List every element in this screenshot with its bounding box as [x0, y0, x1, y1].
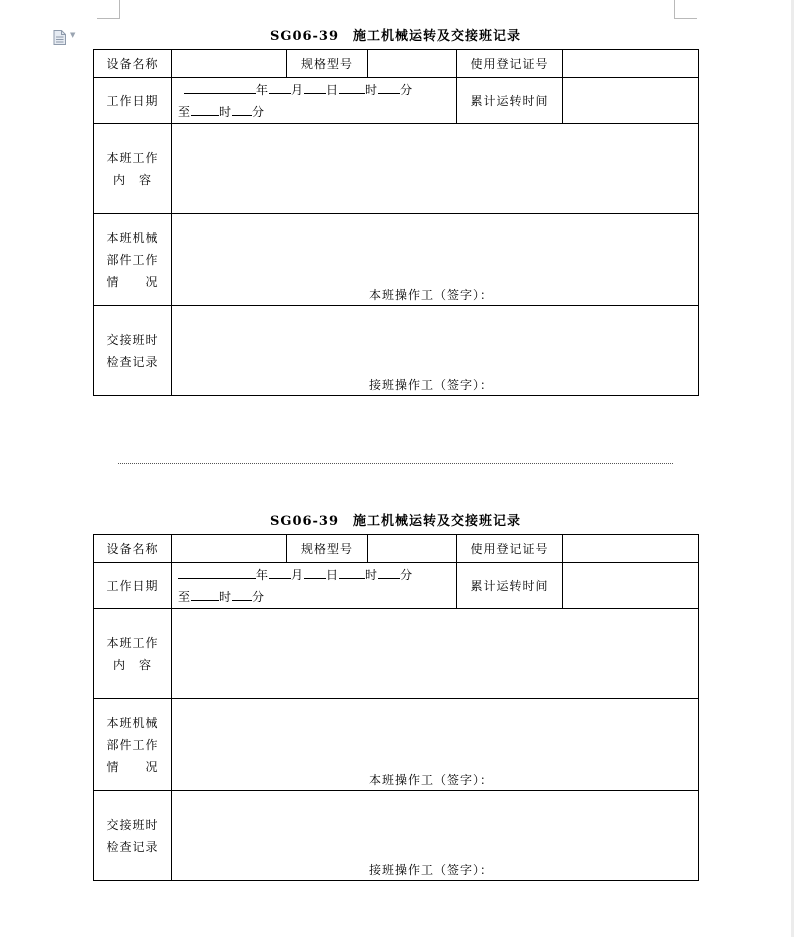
month-blank[interactable] [269, 566, 291, 579]
year-blank[interactable] [178, 566, 256, 579]
equipment-name-label: 设备名称 [94, 50, 172, 78]
parts-label-line3: 情 况 [106, 274, 159, 289]
cumulative-runtime-label: 累计运转时间 [457, 78, 563, 124]
record-form-2 [93, 514, 698, 881]
spec-model-label: 规格型号 [287, 50, 368, 78]
page-break-line [118, 463, 673, 464]
parts-status-field[interactable] [172, 214, 699, 306]
year-label: 年 [256, 82, 270, 97]
registration-no-field[interactable] [563, 535, 699, 563]
document-icon[interactable] [53, 30, 66, 45]
operator-sign-label: 本班操作工（签字）： [369, 288, 494, 302]
month-label: 月 [291, 567, 305, 582]
handover-check-field[interactable] [172, 306, 699, 396]
equipment-name-field[interactable] [172, 50, 287, 78]
record-table [93, 49, 699, 396]
handover-check-label [94, 306, 172, 396]
parts-status-label [94, 699, 172, 791]
next-operator-sign-label: 接班操作工（签字）： [369, 863, 494, 877]
shift-work-label-line1: 本班工作 [106, 635, 159, 650]
parts-label-line2: 部件工作 [106, 737, 159, 752]
minute-blank[interactable] [378, 566, 400, 579]
minute-blank[interactable] [378, 81, 400, 94]
shift-work-label-line2: 内 容 [112, 172, 152, 187]
registration-no-label: 使用登记证号 [457, 535, 563, 563]
cumulative-runtime-field[interactable] [563, 563, 699, 609]
shift-work-label [94, 609, 172, 699]
day-label: 日 [326, 567, 340, 582]
hour-label: 时 [365, 567, 379, 582]
minute-label: 分 [400, 567, 414, 582]
spec-model-field[interactable] [368, 50, 457, 78]
shift-work-content-field[interactable] [172, 124, 699, 214]
handover-label-line2: 检查记录 [106, 354, 159, 369]
spec-model-field[interactable] [368, 535, 457, 563]
cumulative-runtime-label: 累计运转时间 [457, 563, 563, 609]
minute-label: 分 [400, 82, 414, 97]
handover-check-field[interactable] [172, 791, 699, 881]
parts-status-field[interactable] [172, 699, 699, 791]
end-minute-blank[interactable] [232, 103, 252, 116]
day-blank[interactable] [304, 81, 326, 94]
form-title: SG06-39 施工机械运转及交接班记录 [269, 514, 522, 529]
to-label: 至 [178, 589, 192, 604]
crop-mark-top-left [97, 0, 120, 19]
next-operator-sign-label: 接班操作工（签字）： [369, 378, 494, 392]
end-hour-label: 时 [219, 589, 233, 604]
parts-label-line2: 部件工作 [106, 252, 159, 267]
parts-label-line3: 情 况 [106, 759, 159, 774]
work-date-label: 工作日期 [94, 78, 172, 124]
shift-work-label [94, 124, 172, 214]
month-blank[interactable] [269, 81, 291, 94]
chevron-down-icon[interactable]: ▼ [70, 31, 76, 39]
form-title: SG06-39 施工机械运转及交接班记录 [269, 29, 522, 44]
shift-work-content-field[interactable] [172, 609, 699, 699]
operator-sign-label: 本班操作工（签字）： [369, 773, 494, 787]
equipment-name-label: 设备名称 [94, 535, 172, 563]
parts-status-label [94, 214, 172, 306]
end-minute-blank[interactable] [232, 588, 252, 601]
end-hour-blank[interactable] [191, 588, 219, 601]
handover-label-line2: 检查记录 [106, 839, 159, 854]
record-form-1 [93, 29, 698, 396]
handover-label-line1: 交接班时 [106, 332, 159, 347]
parts-label-line1: 本班机械 [106, 715, 159, 730]
work-date-label: 工作日期 [94, 563, 172, 609]
end-hour-label: 时 [219, 104, 233, 119]
crop-mark-top-right [674, 0, 697, 19]
spec-model-label: 规格型号 [287, 535, 368, 563]
to-label: 至 [178, 104, 192, 119]
end-hour-blank[interactable] [191, 103, 219, 116]
hour-blank[interactable] [339, 566, 365, 579]
parts-label-line1: 本班机械 [106, 230, 159, 245]
work-date-field[interactable] [172, 78, 457, 124]
registration-no-label: 使用登记证号 [457, 50, 563, 78]
hour-blank[interactable] [339, 81, 365, 94]
handover-label-line1: 交接班时 [106, 817, 159, 832]
shift-work-label-line1: 本班工作 [106, 150, 159, 165]
year-label: 年 [256, 567, 270, 582]
work-date-field[interactable] [172, 563, 457, 609]
day-label: 日 [326, 82, 340, 97]
handover-check-label [94, 791, 172, 881]
cumulative-runtime-field[interactable] [563, 78, 699, 124]
end-minute-label: 分 [252, 104, 266, 119]
hour-label: 时 [365, 82, 379, 97]
end-minute-label: 分 [252, 589, 266, 604]
record-table [93, 534, 699, 881]
month-label: 月 [291, 82, 305, 97]
day-blank[interactable] [304, 566, 326, 579]
registration-no-field[interactable] [563, 50, 699, 78]
equipment-name-field[interactable] [172, 535, 287, 563]
shift-work-label-line2: 内 容 [112, 657, 152, 672]
year-blank[interactable] [184, 81, 256, 94]
